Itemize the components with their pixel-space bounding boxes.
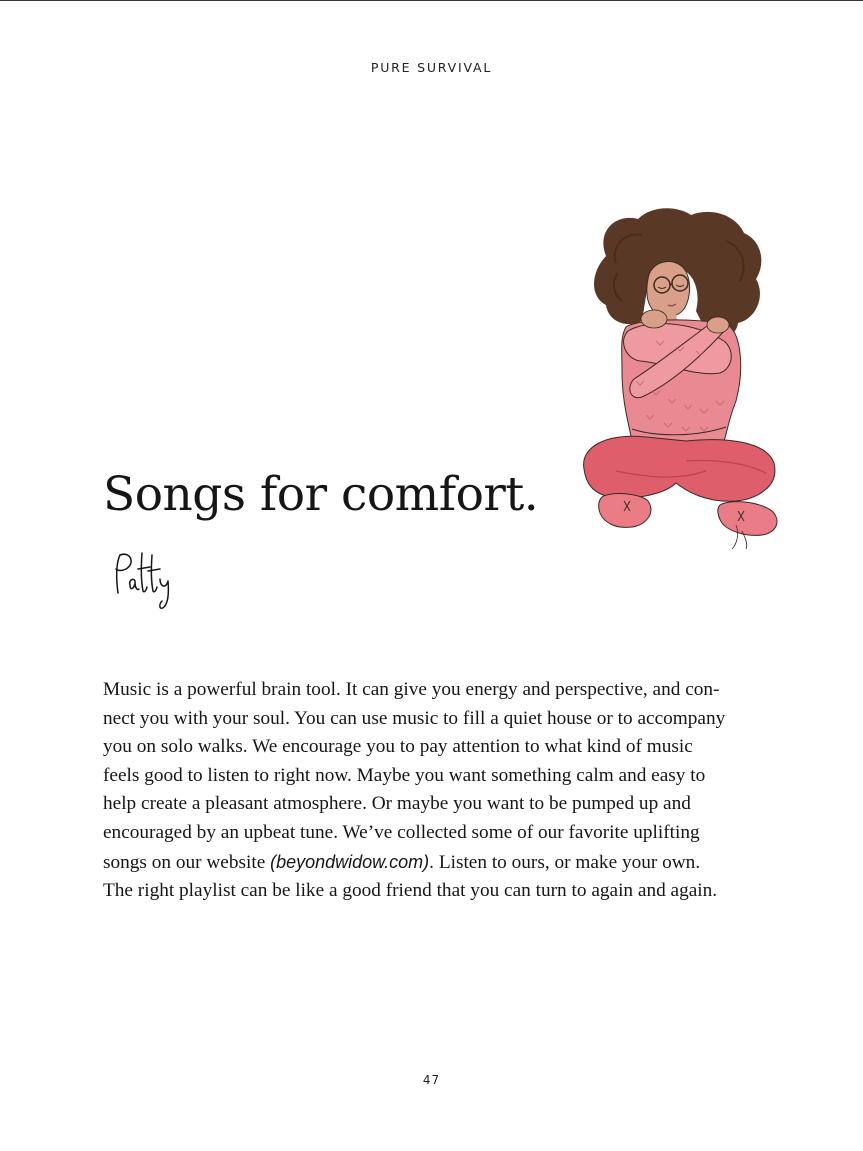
body-line: encouraged by an upbeat tune. We’ve collected some of our favorite uplifting (103, 821, 700, 843)
body-line: nect you with your soul. You can use music to fill a quiet house or to accompany (103, 707, 726, 729)
page-title: Songs for comfort. (103, 467, 539, 522)
patty-signature-icon (108, 549, 180, 613)
body-line: Music is a powerful brain tool. It can give you energy and perspective, and con- (103, 679, 720, 700)
page-number: 47 (422, 1073, 441, 1087)
website-link[interactable]: (beyondwidow.com) (270, 851, 430, 872)
running-header: PURE SURVIVAL (370, 60, 493, 75)
woman-hugging-herself-illustration-icon (576, 201, 792, 551)
body-line: you on solo walks. We encourage you to pay attention to what kind of music (103, 736, 693, 758)
body-line: feels good to listen to right now. Maybe you want something calm and easy to (103, 764, 706, 786)
website-trail-text: . Listen to ours, or make your own. (429, 851, 701, 873)
body-line: The right playlist can be like a good friend that you can turn to again and again. (103, 880, 718, 902)
body-paragraph (103, 676, 773, 906)
body-line: help create a pleasant atmosphere. Or maybe you want to be pumped up and (103, 793, 691, 815)
body-line-website (103, 848, 773, 878)
website-lead-text: songs on our website (103, 851, 271, 873)
